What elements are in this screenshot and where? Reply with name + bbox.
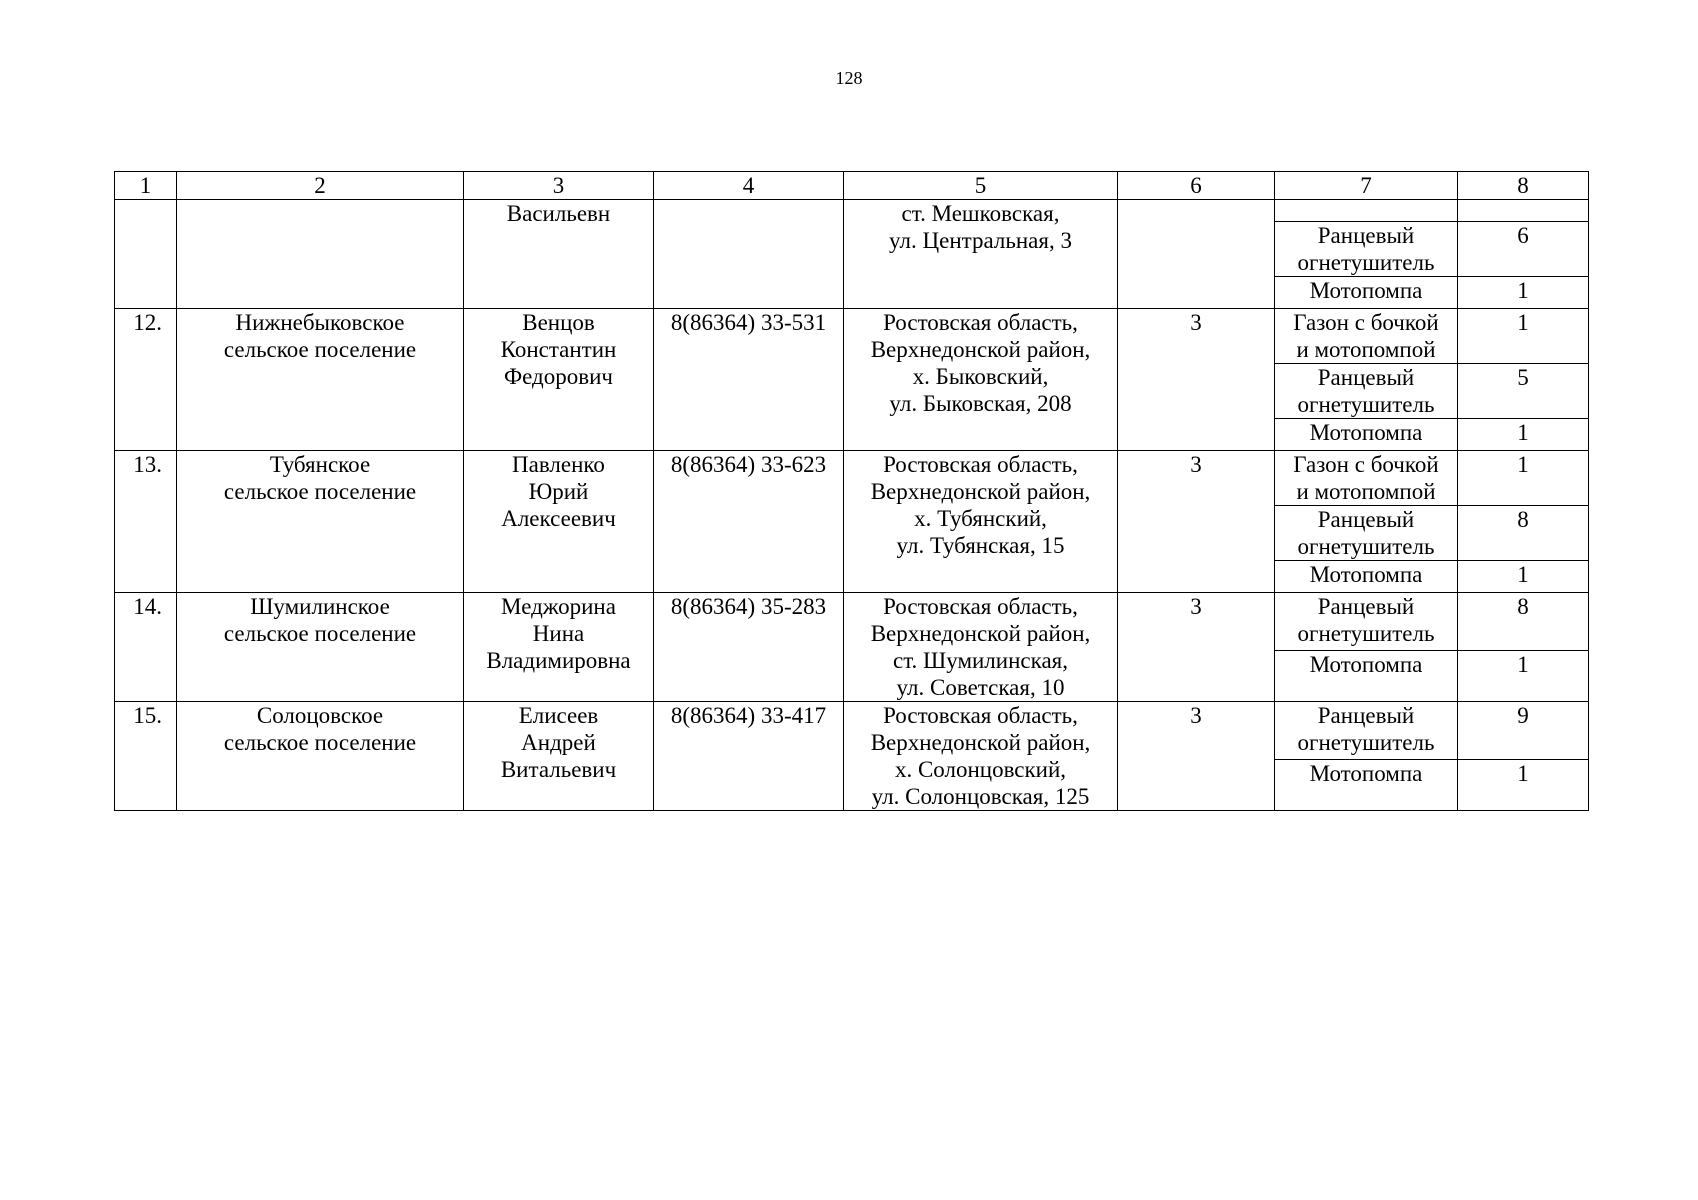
equipment-count-cell: 1 [1458, 309, 1589, 364]
equipment-count-cell: 9 [1458, 702, 1589, 760]
address-cell: Ростовская область, Верхнедонской район, х. Тубянский, ул. Тубянская, 15 [844, 451, 1118, 593]
equipment-count-cell: 1 [1458, 650, 1589, 701]
settlement-cell: Нижнебыковское сельское поселение [177, 309, 464, 451]
column-header: 6 [1118, 172, 1275, 200]
address-cell: ст. Мешковская, ул. Центральная, 3 [844, 200, 1118, 309]
equipment-count-cell: 1 [1458, 561, 1589, 593]
equipment-name-cell: Ранцевый огнетушитель [1275, 702, 1458, 760]
equipment-name-cell: Мотопомпа [1275, 419, 1458, 451]
column-header: 5 [844, 172, 1118, 200]
equipment-name-cell [1275, 200, 1458, 222]
column-header: 3 [464, 172, 654, 200]
phone-cell: 8(86364) 33-531 [654, 309, 844, 451]
phone-cell: 8(86364) 35-283 [654, 593, 844, 702]
head-name-cell: Елисеев Андрей Витальевич [464, 702, 654, 811]
equipment-name-cell: Мотопомпа [1275, 277, 1458, 309]
phone-cell [654, 200, 844, 309]
column-header: 1 [115, 172, 177, 200]
count-cell: 3 [1118, 702, 1275, 811]
equipment-name-cell: Ранцевый огнетушитель [1275, 222, 1458, 277]
column-header: 4 [654, 172, 844, 200]
equipment-count-cell: 1 [1458, 419, 1589, 451]
equipment-name-cell: Газон с бочкой и мотопомпой [1275, 451, 1458, 506]
phone-cell: 8(86364) 33-623 [654, 451, 844, 593]
equipment-count-cell: 1 [1458, 451, 1589, 506]
equipment-count-cell: 5 [1458, 364, 1589, 419]
column-header: 2 [177, 172, 464, 200]
count-cell [1118, 200, 1275, 309]
equipment-count-cell [1458, 200, 1589, 222]
equipment-name-cell: Ранцевый огнетушитель [1275, 364, 1458, 419]
equipment-name-cell: Ранцевый огнетушитель [1275, 506, 1458, 561]
count-cell: 3 [1118, 309, 1275, 451]
settlement-cell [177, 200, 464, 309]
row-number-cell: 13. [115, 451, 177, 593]
equipment-name-cell: Газон с бочкой и мотопомпой [1275, 309, 1458, 364]
equipment-name-cell: Ранцевый огнетушитель [1275, 593, 1458, 651]
settlement-cell: Шумилинское сельское поселение [177, 593, 464, 702]
address-cell: Ростовская область, Верхнедонской район, х. Солонцовский, ул. Солонцовская, 125 [844, 702, 1118, 811]
table-header-row [115, 172, 1589, 200]
count-cell: 3 [1118, 593, 1275, 702]
equipment-name-cell: Мотопомпа [1275, 759, 1458, 810]
table-row [115, 702, 1589, 760]
equipment-count-cell: 8 [1458, 506, 1589, 561]
table-row [115, 451, 1589, 506]
column-header: 8 [1458, 172, 1589, 200]
page-number: 128 [835, 68, 863, 88]
head-name-cell: Венцов Константин Федорович [464, 309, 654, 451]
equipment-count-cell: 8 [1458, 593, 1589, 651]
head-name-cell: Меджорина Нина Владимировна [464, 593, 654, 702]
equipment-name-cell: Мотопомпа [1275, 650, 1458, 701]
row-number-cell: 15. [115, 702, 177, 811]
address-cell: Ростовская область, Верхнедонской район, ст. Шумилинская, ул. Советская, 10 [844, 593, 1118, 702]
table-row [115, 309, 1589, 364]
equipment-count-cell: 6 [1458, 222, 1589, 277]
table-row [115, 200, 1589, 222]
equipment-count-cell: 1 [1458, 759, 1589, 810]
head-name-cell: Павленко Юрий Алексеевич [464, 451, 654, 593]
row-number-cell [115, 200, 177, 309]
settlement-cell: Тубянское сельское поселение [177, 451, 464, 593]
table-body [115, 172, 1589, 811]
row-number-cell: 14. [115, 593, 177, 702]
count-cell: 3 [1118, 451, 1275, 593]
row-number-cell: 12. [115, 309, 177, 451]
document-table [114, 171, 1589, 811]
address-cell: Ростовская область, Верхнедонской район, х. Быковский, ул. Быковская, 208 [844, 309, 1118, 451]
equipment-name-cell: Мотопомпа [1275, 561, 1458, 593]
table-row [115, 593, 1589, 651]
phone-cell: 8(86364) 33-417 [654, 702, 844, 811]
column-header: 7 [1275, 172, 1458, 200]
head-name-cell: Васильевн [464, 200, 654, 309]
equipment-count-cell: 1 [1458, 277, 1589, 309]
settlement-cell: Солоцовское сельское поселение [177, 702, 464, 811]
